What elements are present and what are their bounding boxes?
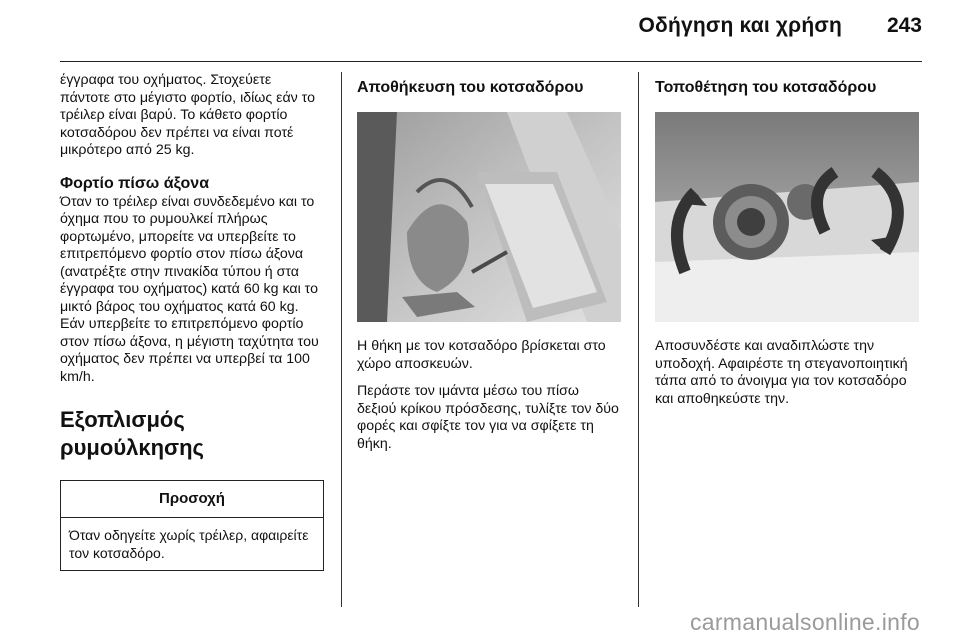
page-header-title: Οδήγηση και χρήση — [638, 14, 842, 37]
header-rule — [60, 61, 922, 62]
page-number: 243 — [886, 14, 922, 37]
storage-caption-2: Περάστε τον ιμάντα μέσω του πίσω δεξιού κρίκου πρόσδεσης, τυλίξτε τον δύο φορές και σφίξτε τον για να σφίξετε τη θήκη. — [357, 383, 619, 452]
watermark-text: carmanualsonline.info — [689, 609, 920, 635]
intro-paragraph: έγγραφα του οχήματος. Στοχεύετε πάντοτε στο μέγιστο φορτίο, ιδίως εάν το τρέιλερ είναι βαρύ. Το κάθετο φορτίο κοτσαδόρου δεν πρέπει να είναι ποτέ μικρότερο από 25 kg. — [60, 72, 315, 158]
rear-axle-heading: Φορτίο πίσω άξονα — [60, 174, 210, 192]
installation-heading: Τοποθέτηση του κοτσαδόρου — [655, 79, 877, 96]
column-divider-1 — [341, 72, 342, 607]
storage-caption-1: Η θήκη με τον κοτσαδόρο βρίσκεται στο χώρο αποσκευών. — [357, 338, 606, 372]
column-1 — [60, 72, 324, 571]
storage-heading: Αποθήκευση του κοτσαδόρου — [357, 79, 584, 96]
column-divider-2 — [638, 72, 639, 607]
section-heading: Εξοπλισμός ρυμούλκησης — [60, 407, 204, 460]
rear-axle-paragraph: Όταν το τρέιλερ είναι συνδεδεμένο και το όχημα που το ρυμουλκεί πλήρως φορτωμένο, μπορείτε να υπερβείτε το επιτρεπόμενο φορτίο στον πίσω άξονα (ανατρέξτε στην πινακίδα τύπου ή στα έγγραφα του οχήματος) κατά 60 kg και το μικτό βάρος του οχήματος κατά 60 kg. Εάν υπερβείτε το επιτρεπόμενο φορτίο στον πίσω άξονα, η μέγιστη ταχύτητα του οχήματος δεν πρέπει να υπερβεί τα 100 km/h. — [60, 193, 319, 385]
installation-caption: Αποσυνδέστε και αναδιπλώστε την υποδοχή. Αφαιρέστε τη στεγανοποιητική τάπα από το άνοιγμα για τον κοτσαδόρο και αποθηκεύστε την. — [655, 338, 908, 407]
socket-installation-photo — [655, 112, 919, 322]
caution-text: Όταν οδηγείτε χωρίς τρέιλερ, αφαιρείτε τον κοτσαδόρο. — [69, 527, 309, 561]
column-3 — [655, 72, 923, 408]
column-2 — [357, 72, 622, 453]
trunk-storage-photo — [357, 112, 621, 322]
caution-box — [60, 480, 324, 571]
caution-title: Προσοχή — [61, 481, 323, 518]
